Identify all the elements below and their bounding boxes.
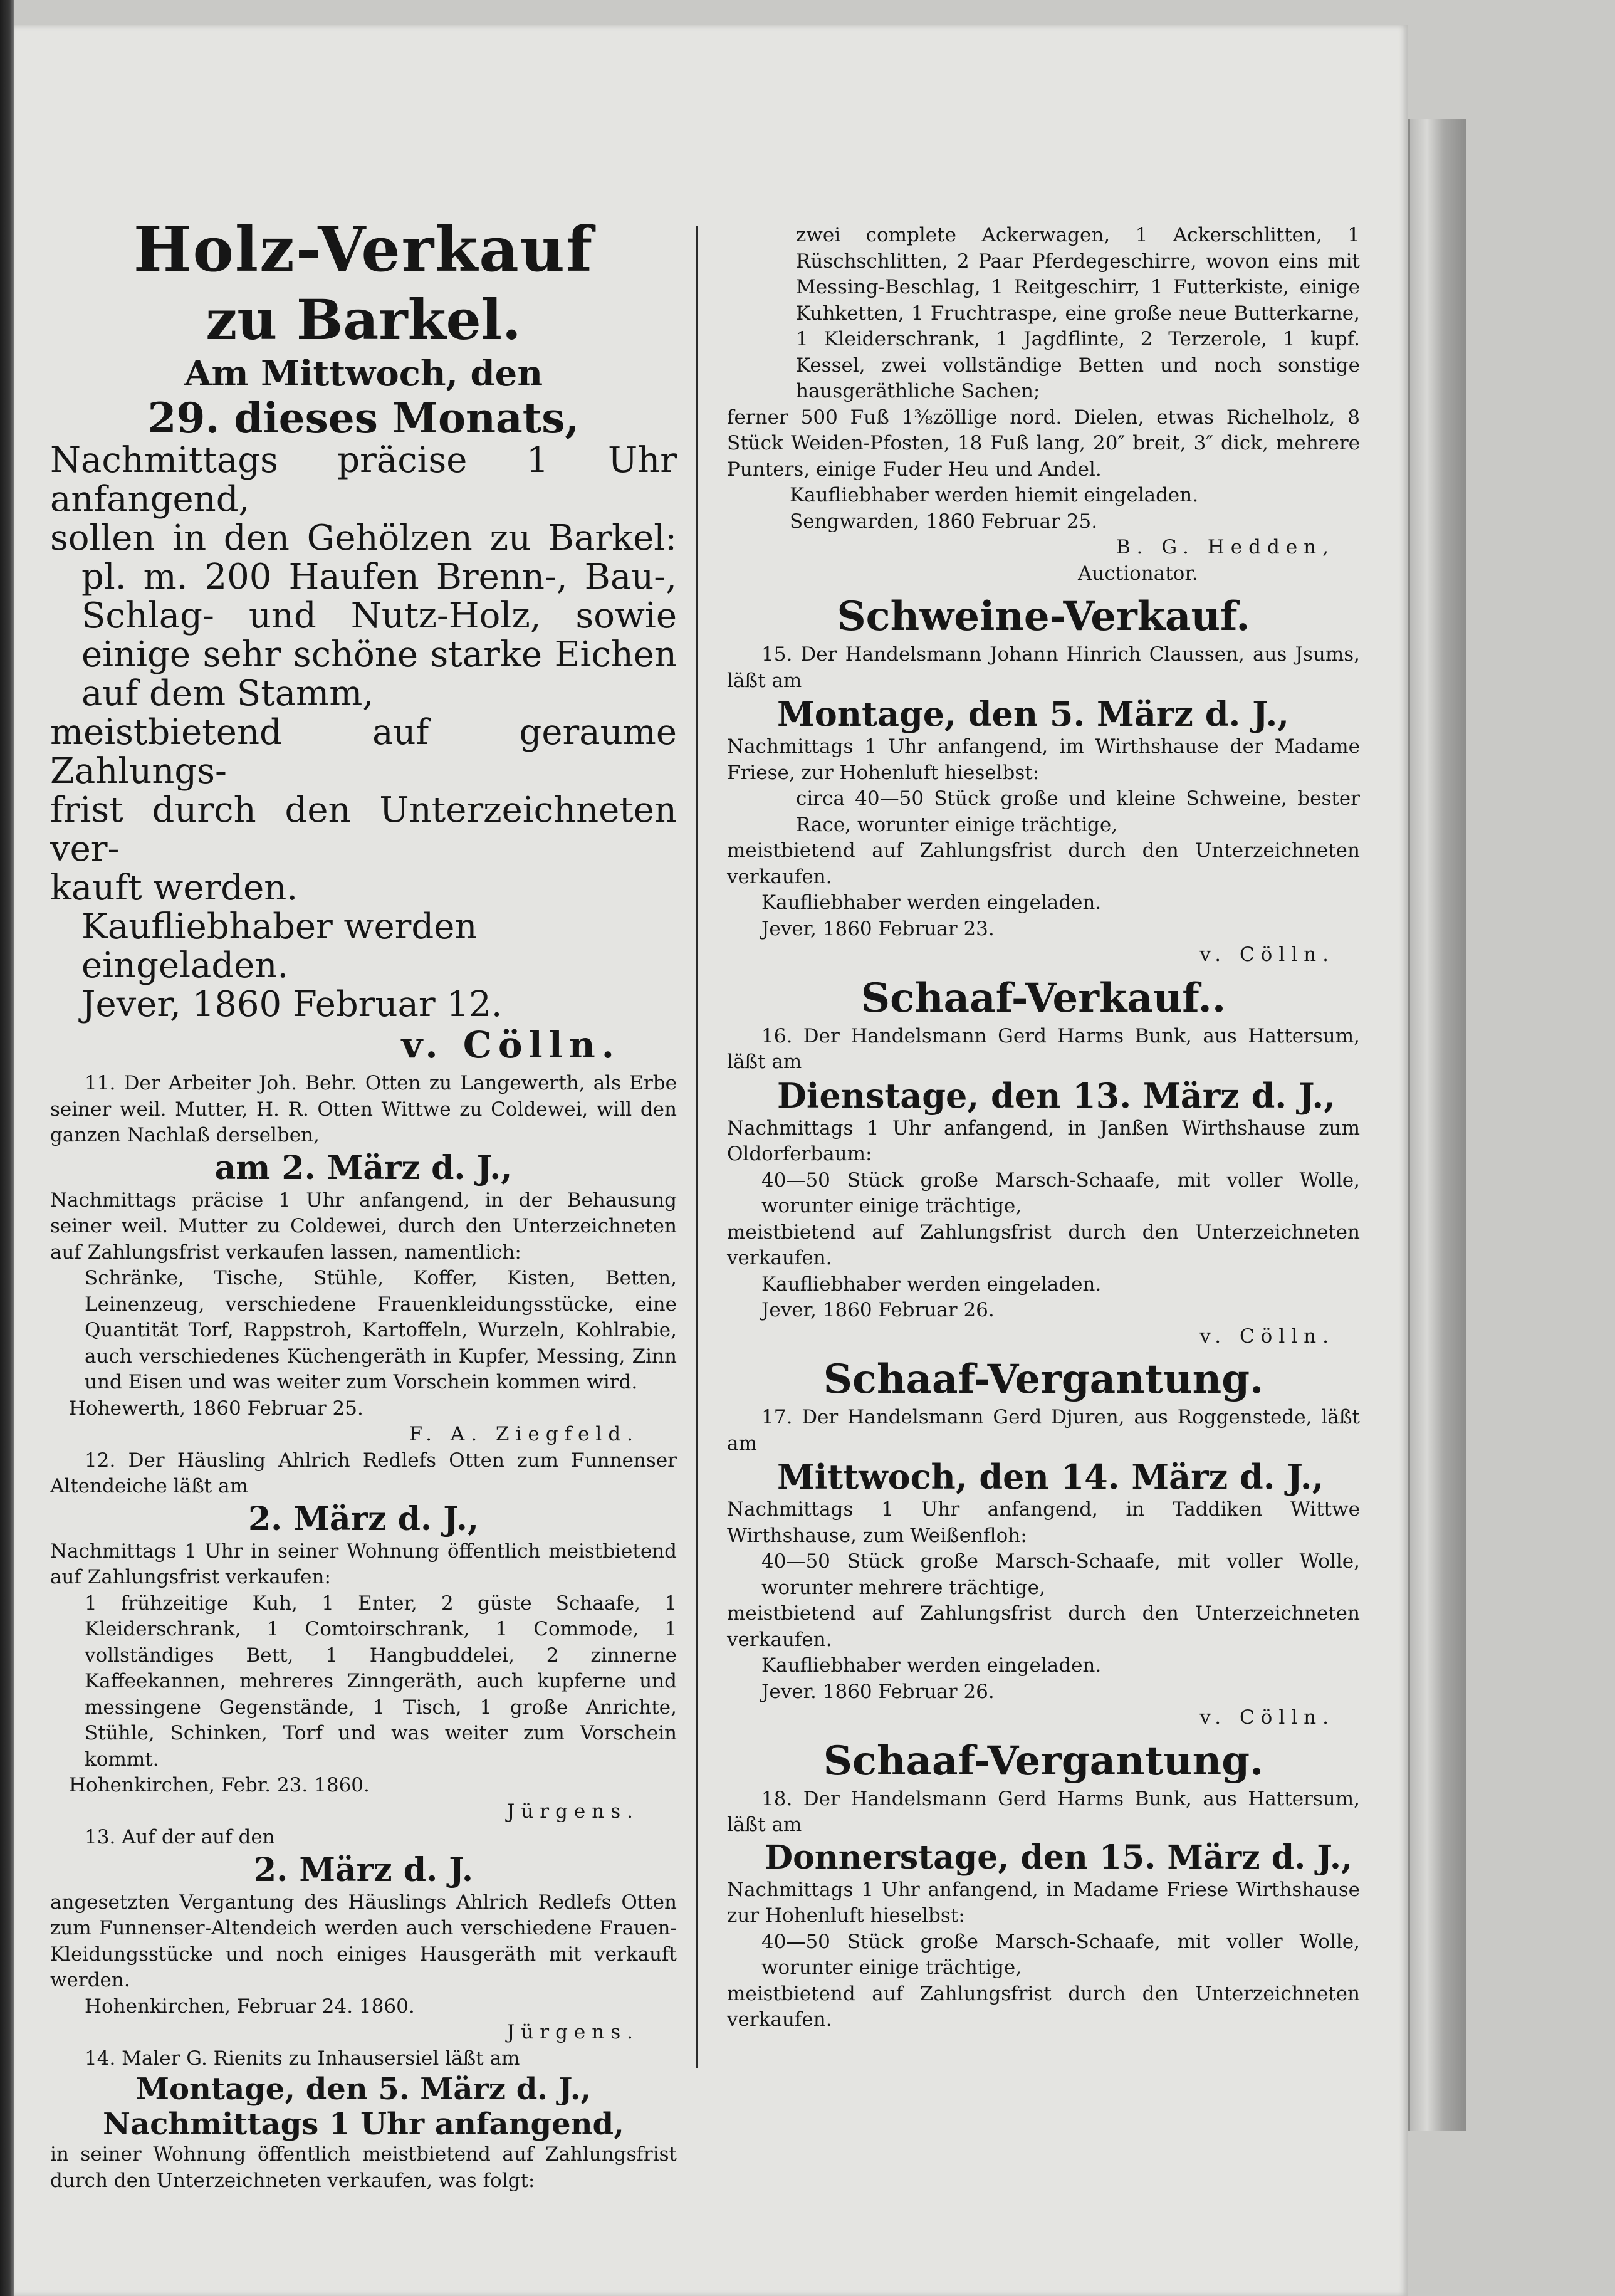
intro-place: sollen in den Gehölzen zu Barkel: — [50, 518, 677, 558]
ad17-body: Nachmittags 1 Uhr anfangend, in Taddiken Wittwe Wirthshause, zum Weißenfloh: — [727, 1498, 1360, 1547]
ad13-body: angesetzten Vergantung des Häuslings Ahlrich Redlefs Otten zum Funnenser-Altendeich werden auch verschiedene Frauen-Kleidungsstücke und noch einiges Hausgeräth mit verkauft werden. — [50, 1890, 677, 1991]
ad16-text: 16. Der Handelsmann Gerd Harms Bunk, aus Hattersum, läßt am — [727, 1024, 1360, 1073]
ad16-title: Schaaf-Verkauf.. — [860, 974, 1226, 1022]
ad18-date: Donnerstage, den 15. März d. J., — [765, 1838, 1353, 1877]
ad17-date: Mittwoch, den 14. März d. J., — [777, 1457, 1324, 1497]
holz-verkauf-subtitle: zu Barkel. — [206, 287, 521, 352]
ad16-body: Nachmittags 1 Uhr anfangend, in Janßen Wirthshause zum Oldorferbaum: — [727, 1116, 1360, 1165]
ad18-items: 40—50 Stück große Marsch-Schaafe, mit voller Wolle, worunter einige trächtige, — [761, 1930, 1360, 1979]
ad13-text: 13. Auf der auf den — [85, 1826, 275, 1848]
intro-invite: Kaufliebhaber werden eingeladen. — [81, 906, 478, 986]
intro-terms-2: frist durch den Unterzeichneten ver- — [50, 790, 677, 869]
ad11-date: am 2. März d. J., — [214, 1148, 513, 1187]
ad11-place-date: Hohewerth, 1860 Februar 25. — [69, 1397, 363, 1420]
ad11-signature: F. A. Ziegfeld. — [409, 1423, 639, 1445]
ad11-text: 11. Der Arbeiter Joh. Behr. Otten zu Langewerth, als Erbe seiner weil. Mutter, H. R. Otten Wittwe zu Coldewei, will den ganzen Nachlaß derselben, — [50, 1072, 677, 1146]
ad18-title: Schaaf-Vergantung. — [823, 1737, 1264, 1785]
ad13-signature: Jürgens. — [506, 2021, 639, 2043]
ad15-place-date: Jever, 1860 Februar 23. — [761, 917, 995, 940]
cont-place-date: Sengwarden, 1860 Februar 25. — [790, 510, 1098, 533]
ad15-signature: v. Cölln. — [1199, 943, 1335, 966]
holz-verkauf-title: Holz-Verkauf — [133, 214, 594, 286]
ad18-body2: meistbietend auf Zahlungsfrist durch den Unterzeichneten verkaufen. — [727, 1982, 1360, 2031]
ad16-body2: meistbietend auf Zahlungsfrist durch den Unterzeichneten verkaufen. — [727, 1220, 1360, 1269]
ad14-date: Montage, den 5. März d. J., — [135, 2072, 592, 2107]
ad12-text: 12. Der Häusling Ahlrich Redlefs Otten zum Funnenser Altendeiche läßt am — [50, 1449, 677, 1497]
intro-wood-2: Schlag- und Nutz-Holz, sowie — [81, 595, 677, 636]
ad15-date: Montage, den 5. März d. J., — [777, 694, 1290, 734]
ad15-body: Nachmittags 1 Uhr anfangend, im Wirthshause der Madame Friese, zur Hohenluft hieselbst: — [727, 735, 1360, 784]
intro-wood-3: einige sehr schöne starke Eichen — [81, 634, 677, 675]
ad15-title: Schweine-Verkauf. — [837, 593, 1250, 640]
cont-invite: Kaufliebhaber werden hiemit eingeladen. — [790, 484, 1199, 506]
ad12-place-date: Hohenkirchen, Febr. 23. 1860. — [69, 1774, 370, 1796]
scan-edge-left — [0, 0, 14, 2296]
ad15-body2: meistbietend auf Zahlungsfrist durch den Unterzeichneten verkaufen. — [727, 839, 1360, 888]
ad12-items: 1 frühzeitige Kuh, 1 Enter, 2 güste Schaafe, 1 Kleiderschrank, 1 Comtoirschrank, 1 Commode, 1 vollständiges Bett, 1 Hangbuddelei, 2 zinnerne Kaffeekannen, mehreres Zinngeräth, auch kupferne und messingene Gegenstände, 1 Tisch, 1 große Anrichte, Stühle, Schinken, Torf und was weiter zum Vorschein kommt. — [85, 1591, 677, 1771]
ad17-place-date: Jever. 1860 Februar 26. — [761, 1680, 995, 1703]
ad18-body: Nachmittags 1 Uhr anfangend, in Madame Friese Wirthshause zur Hohenluft hieselbst: — [727, 1878, 1360, 1927]
ad14-body: in seiner Wohnung öffentlich meistbietend auf Zahlungsfrist durch den Unterzeichneten verkaufen, was folgt: — [50, 2143, 677, 2192]
book-page-edges — [1408, 119, 1466, 2131]
intro-place-date: Jever, 1860 Februar 12. — [81, 984, 503, 1025]
ad11-body: Nachmittags präcise 1 Uhr anfangend, in der Behausung seiner weil. Mutter zu Coldewei, durch den Unterzeichneten auf Zahlungsfrist verkaufen lassen, namentlich: — [50, 1188, 677, 1264]
ad15-invite: Kaufliebhaber werden eingeladen. — [761, 891, 1102, 914]
ad17-text: 17. Der Handelsmann Gerd Djuren, aus Roggenstede, läßt am — [727, 1406, 1360, 1455]
ad17-signature: v. Cölln. — [1199, 1706, 1335, 1729]
column-divider — [696, 226, 698, 2068]
intro-signature: v. Cölln. — [401, 1024, 620, 1066]
ad16-date: Dienstage, den 13. März d. J., — [777, 1075, 1335, 1116]
cont-signature: B. G. Hedden, — [1116, 536, 1335, 558]
intro-time: Nachmittags präcise 1 Uhr anfangend, — [50, 440, 677, 520]
ad17-items: 40—50 Stück große Marsch-Schaafe, mit voller Wolle, worunter mehrere trächtige, — [761, 1550, 1360, 1599]
intro-terms-1: meistbietend auf geraume Zahlungs- — [50, 712, 677, 792]
cont-ferner: ferner 500 Fuß 1⅜zöllige nord. Dielen, etwas Richelholz, 8 Stück Weiden-Pfosten, 18 Fuß lang, 20″ breit, 3″ dick, mehrere Punters, einige Fuder Heu und Andel. — [727, 406, 1360, 481]
ad17-title: Schaaf-Vergantung. — [823, 1356, 1264, 1403]
ad16-place-date: Jever, 1860 Februar 26. — [761, 1299, 995, 1321]
ad13-place-date: Hohenkirchen, Februar 24. 1860. — [85, 1995, 415, 2018]
intro-date: 29. dieses Monats, — [147, 394, 580, 443]
left-column — [50, 213, 677, 2194]
ad13-date: 2. März d. J. — [254, 1850, 473, 1889]
intro-terms-3: kauft werden. — [50, 868, 298, 908]
cont-role: Auctionator. — [1078, 562, 1198, 585]
ad17-invite: Kaufliebhaber werden eingeladen. — [761, 1654, 1102, 1677]
ad11-items: Schränke, Tische, Stühle, Koffer, Kisten, Betten, Leinenzeug, verschiedene Frauenkleidungsstücke, eine Quantität Torf, Rappstroh, Kartoffeln, Wurzeln, Kohlrabie, auch verschiedenes Küchengeräth in Kupfer, Messing, Zinn und Eisen und was weiter zum Vorschein kommen wird. — [85, 1267, 677, 1393]
right-column — [727, 223, 1360, 2033]
intro-weekday: Am Mittwoch, den — [184, 353, 543, 394]
ad16-invite: Kaufliebhaber werden eingeladen. — [761, 1272, 1102, 1296]
ad12-body: Nachmittags 1 Uhr in seiner Wohnung öffentlich meistbietend auf Zahlungsfrist verkaufen: — [50, 1539, 677, 1588]
intro-wood-4: auf dem Stamm, — [81, 673, 374, 714]
ad17-body2: meistbietend auf Zahlungsfrist durch den Unterzeichneten verkaufen. — [727, 1602, 1360, 1651]
intro-wood-1: pl. m. 200 Haufen Brenn-, Bau-, — [81, 557, 677, 597]
ad15-text: 15. Der Handelsmann Johann Hinrich Claussen, aus Jsums, läßt am — [727, 643, 1360, 692]
ad18-text: 18. Der Handelsmann Gerd Harms Bunk, aus Hattersum, läßt am — [727, 1787, 1360, 1836]
ad12-signature: Jürgens. — [506, 1800, 639, 1823]
ad16-items: 40—50 Stück große Marsch-Schaafe, mit voller Wolle, worunter einige trächtige, — [761, 1168, 1360, 1217]
ad16-signature: v. Cölln. — [1199, 1324, 1335, 1348]
ad15-items: circa 40—50 Stück große und kleine Schweine, bester Race, worunter einige trächtige, — [796, 787, 1360, 836]
ad14-time: Nachmittags 1 Uhr anfangend, — [103, 2107, 624, 2142]
ad14-text: 14. Maler G. Rienits zu Inhausersiel läßt am — [85, 2047, 520, 2070]
ad12-date: 2. März d. J., — [248, 1499, 479, 1538]
cont-items: zwei complete Ackerwagen, 1 Ackerschlitten, 1 Rüschschlitten, 2 Paar Pferdegeschirre, wovon eins mit Messing-Beschlag, 1 Reitgeschirr, 1 Futterkiste, einige Kuhketten, 1 Fruchtraspe, eine große neue Butterkarne, 1 Kleiderschrank, 1 Jagdflinte, 2 Terzerole, 1 kupf. Kessel, zwei vollständige Betten und noch sonstige hausgeräthliche Sachen; — [796, 224, 1360, 402]
